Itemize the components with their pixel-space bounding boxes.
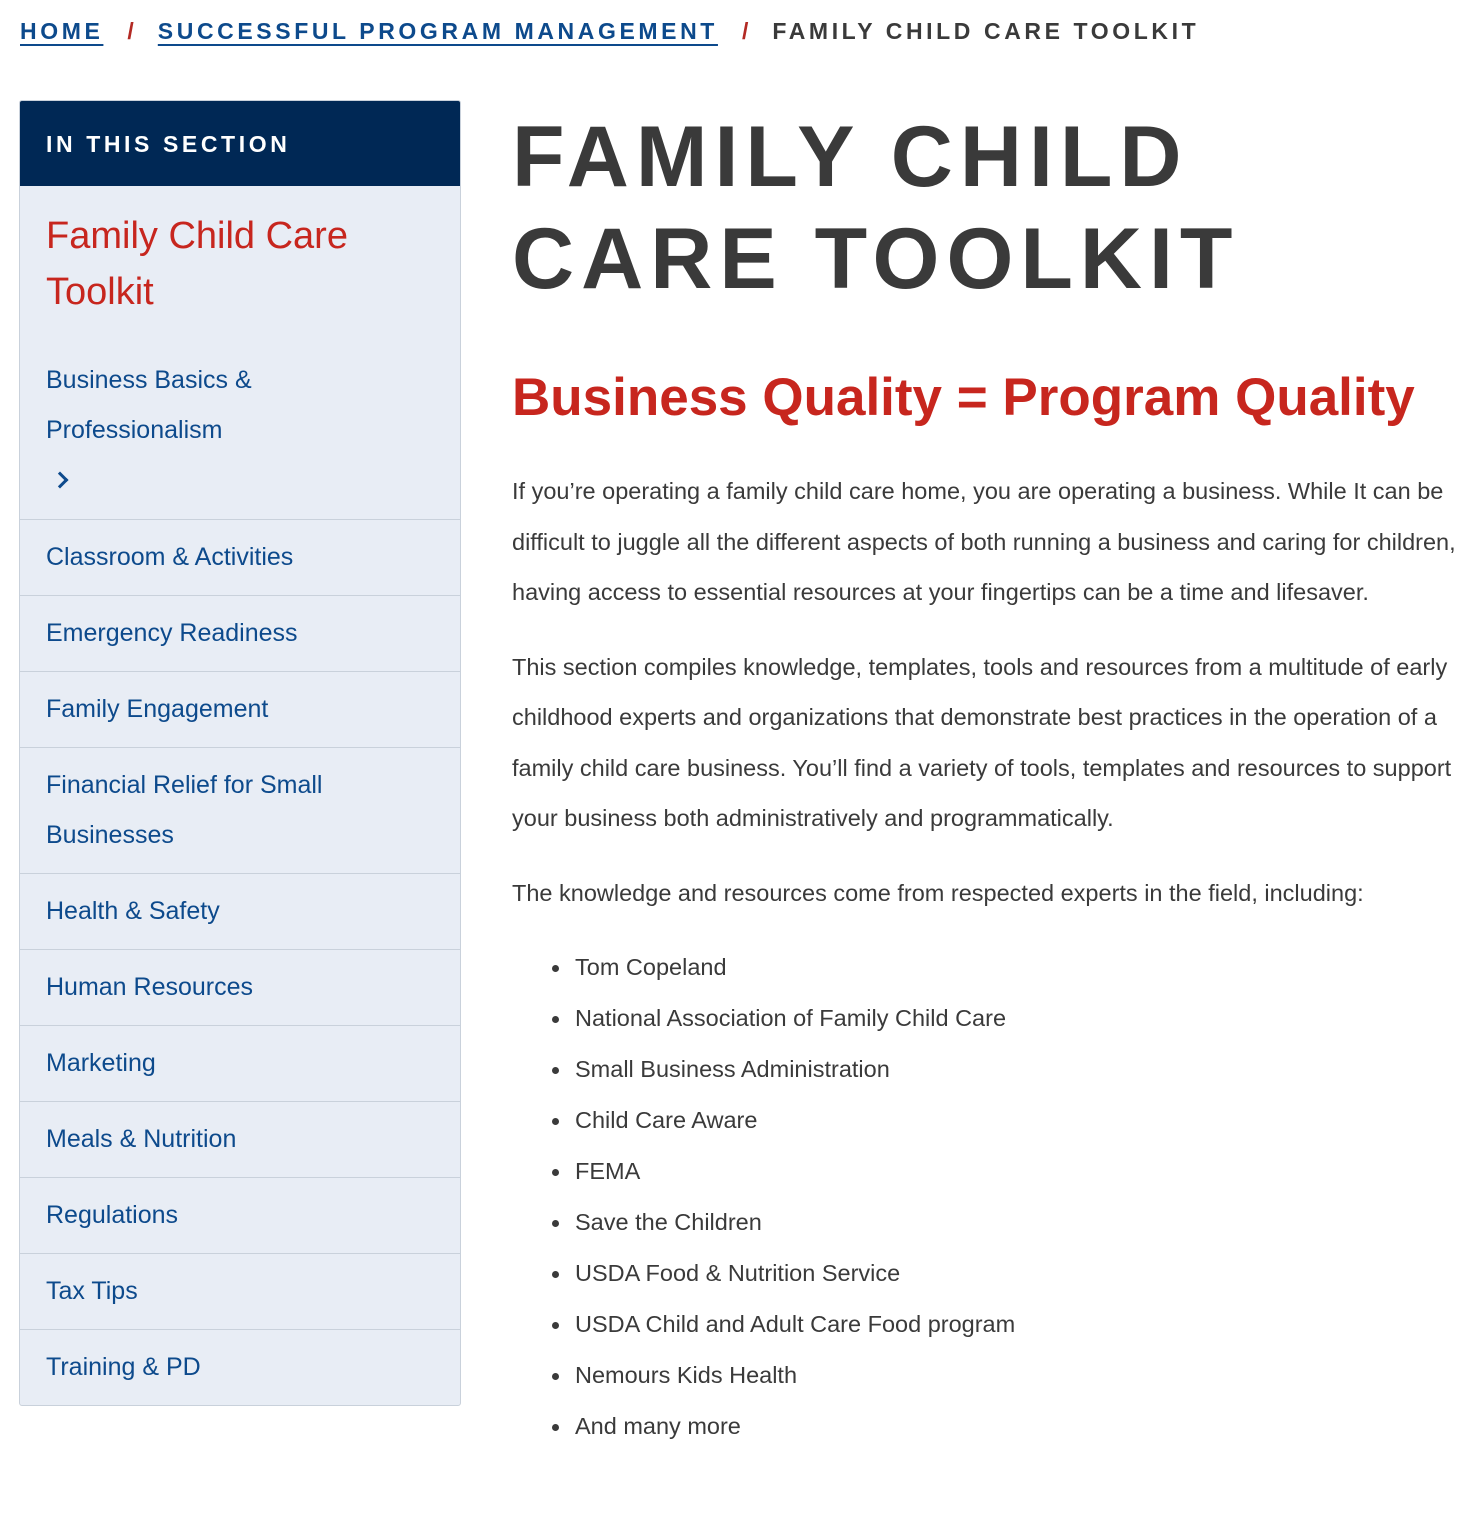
sidebar-item-human-resources[interactable]: Human Resources — [20, 950, 460, 1026]
main-content — [512, 106, 1457, 1452]
section-subtitle: Business Quality = Program Quality — [512, 368, 1415, 427]
page-title-line: FAMILY CHILD — [512, 109, 1189, 205]
sidebar-item-label: Business Basics & Professionalism — [46, 366, 252, 444]
sidebar-item-emergency-readiness[interactable]: Emergency Readiness — [20, 596, 460, 672]
description-paragraph: This section compiles knowledge, templates, tools and resources from a multitude of early childhood experts and organizations that demonstrate best practices in the operation of a family child care business. You’ll find a variety of tools, templates and resources to support your business both administratively and programmatically. — [512, 653, 1452, 831]
breadcrumb-separator: / — [127, 18, 134, 44]
list-item: USDA Child and Adult Care Food program — [552, 1299, 1457, 1350]
list-item: And many more — [552, 1401, 1457, 1452]
sidebar-item-family-engagement[interactable]: Family Engagement — [20, 672, 460, 748]
sidebar-item-financial-relief[interactable]: Financial Relief for Small Businesses — [20, 748, 460, 874]
sidebar-item-training-pd[interactable]: Training & PD — [46, 1353, 201, 1381]
sidebar-current-page[interactable]: Family Child Care Toolkit — [46, 215, 348, 313]
list-item: Save the Children — [552, 1197, 1457, 1248]
sidebar-item-business-basics[interactable] — [20, 346, 460, 520]
sidebar-item-health-safety[interactable]: Health & Safety — [20, 874, 460, 950]
breadcrumb-home-link[interactable]: HOME — [20, 18, 104, 44]
breadcrumb-separator: / — [741, 18, 749, 44]
sidebar-item-marketing[interactable]: Marketing — [20, 1026, 460, 1102]
breadcrumb-current: FAMILY CHILD CARE TOOLKIT — [772, 18, 1200, 44]
sidebar-item-meals-nutrition[interactable]: Meals & Nutrition — [20, 1102, 460, 1178]
page-title-line: CARE TOOLKIT — [512, 211, 1240, 307]
list-item: Child Care Aware — [552, 1095, 1457, 1146]
sidebar-item-tax-tips[interactable]: Tax Tips — [20, 1254, 460, 1330]
list-item: Nemours Kids Health — [552, 1350, 1457, 1401]
list-item: USDA Food & Nutrition Service — [552, 1248, 1457, 1299]
section-sidebar — [19, 100, 461, 1406]
experts-intro-paragraph: The knowledge and resources come from respected experts in the field, including: — [512, 879, 1364, 906]
breadcrumb — [20, 18, 1199, 45]
sidebar-item-regulations[interactable]: Regulations — [20, 1178, 460, 1254]
breadcrumb-parent-link[interactable]: SUCCESSFUL PROGRAM MANAGEMENT — [157, 18, 718, 44]
chevron-right-icon[interactable] — [52, 472, 69, 489]
sidebar-item-classroom-activities[interactable]: Classroom & Activities — [20, 520, 460, 596]
page-title — [512, 106, 1457, 310]
experts-list — [512, 942, 1457, 1452]
sidebar-header: IN THIS SECTION — [20, 101, 460, 186]
list-item: National Association of Family Child Care — [552, 993, 1457, 1044]
intro-paragraph: If you’re operating a family child care home, you are operating a business. While It can be difficult to juggle all the different aspects of both running a business and caring for children, having access to essential resources at your fingertips can be a time and lifesaver. — [512, 478, 1456, 605]
list-item: Small Business Administration — [552, 1044, 1457, 1095]
list-item: Tom Copeland — [552, 942, 1457, 993]
list-item: FEMA — [552, 1146, 1457, 1197]
